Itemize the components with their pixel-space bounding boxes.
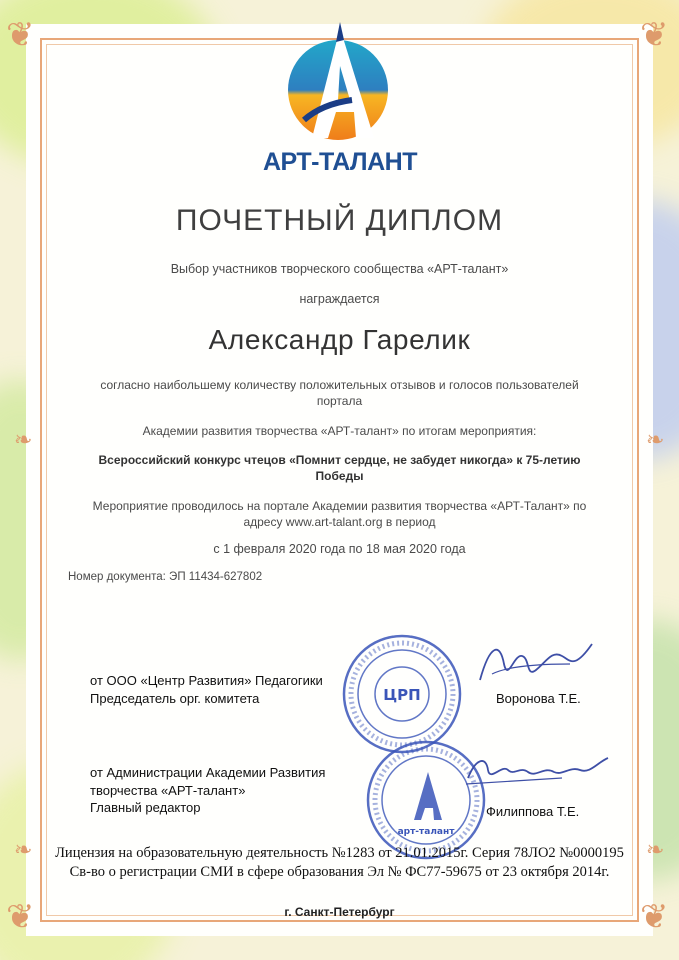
reason-text: [70, 377, 609, 409]
signature-voronova: [470, 634, 600, 694]
side-ornament-right: ❧: [646, 428, 665, 453]
stamp-2-center-text: арт-талант: [397, 827, 455, 837]
logo-emblem: [282, 20, 394, 146]
corner-ornament-bottom-left: ❦: [6, 897, 35, 937]
signature-2-line-2: творчества «АРТ-талант»: [90, 782, 246, 798]
corner-ornament-top-left: ❦: [6, 15, 35, 55]
event-name: [70, 452, 609, 484]
signature-1-line-1: от ООО «Центр Развития» Педагогики: [90, 673, 323, 688]
reason-line-1: согласно наибольшему количеству положительных отзывов и голосов пользователей: [100, 378, 579, 392]
document-number: Номер документа: ЭП 11434-627802: [68, 571, 263, 583]
diploma-title: ПОЧЕТНЫЙ ДИПЛОМ: [175, 204, 504, 237]
signature-2-line-1: от Администрации Академии Развития: [90, 765, 326, 780]
reason-line-2: портала: [316, 394, 363, 408]
side-ornament-right-lower: ❧: [646, 838, 665, 863]
signature-block-1-text: [90, 672, 323, 707]
logo-brand-text: АРТ-ТАЛАНТ: [263, 148, 417, 176]
corner-ornament-bottom-right: ❦: [640, 897, 669, 937]
signature-2-line-3: Главный редактор: [90, 800, 201, 815]
corner-ornament-top-right: ❦: [640, 15, 669, 55]
side-ornament-left-lower: ❧: [14, 838, 33, 863]
signature-1-line-2: Председатель орг. комитета: [90, 690, 260, 706]
license-line: Лицензия на образовательную деятельность №1283 от 21.01.2015г. Серия 78ЛО2 №0000195: [55, 845, 624, 861]
event-line-2: Победы: [315, 469, 364, 483]
signature-2-name: Филиппова Т.Е.: [486, 804, 580, 819]
academy-line: Академии развития творчества «АРТ-талант» по итогам мероприятия:: [142, 424, 537, 438]
side-ornament-left: ❧: [14, 428, 33, 453]
signature-block-2-text: [90, 764, 325, 817]
portal-line-1: Мероприятие проводилось на портале Академии развития творчества «АРТ-Талант» по: [92, 499, 587, 513]
stamp-1-center-text: ЦРП: [383, 686, 421, 704]
signature-filippova: [462, 748, 612, 798]
signature-1-name: Воронова Т.Е.: [496, 691, 581, 706]
portal-line-2: адресу www.art-talant.org в период: [243, 515, 436, 529]
awarded-label: награждается: [299, 292, 380, 306]
city: г. Санкт-Петербург: [284, 905, 395, 919]
smi-registration-line: Св-во о регистрации СМИ в сфере образования Эл № ФС77-59675 от 23 октября 2014г.: [69, 864, 610, 880]
portal-text: [70, 498, 609, 530]
event-line-1: Всероссийский конкурс чтецов «Помнит сердце, не забудет никогда» к 75-летию: [98, 453, 581, 467]
event-period: с 1 февраля 2020 года по 18 мая 2020 года: [213, 542, 466, 556]
art-talant-logo: [282, 20, 394, 146]
diploma-subtitle: Выбор участников творческого сообщества «АРТ-талант»: [170, 262, 509, 276]
recipient-name: Александр Гарелик: [208, 324, 471, 355]
